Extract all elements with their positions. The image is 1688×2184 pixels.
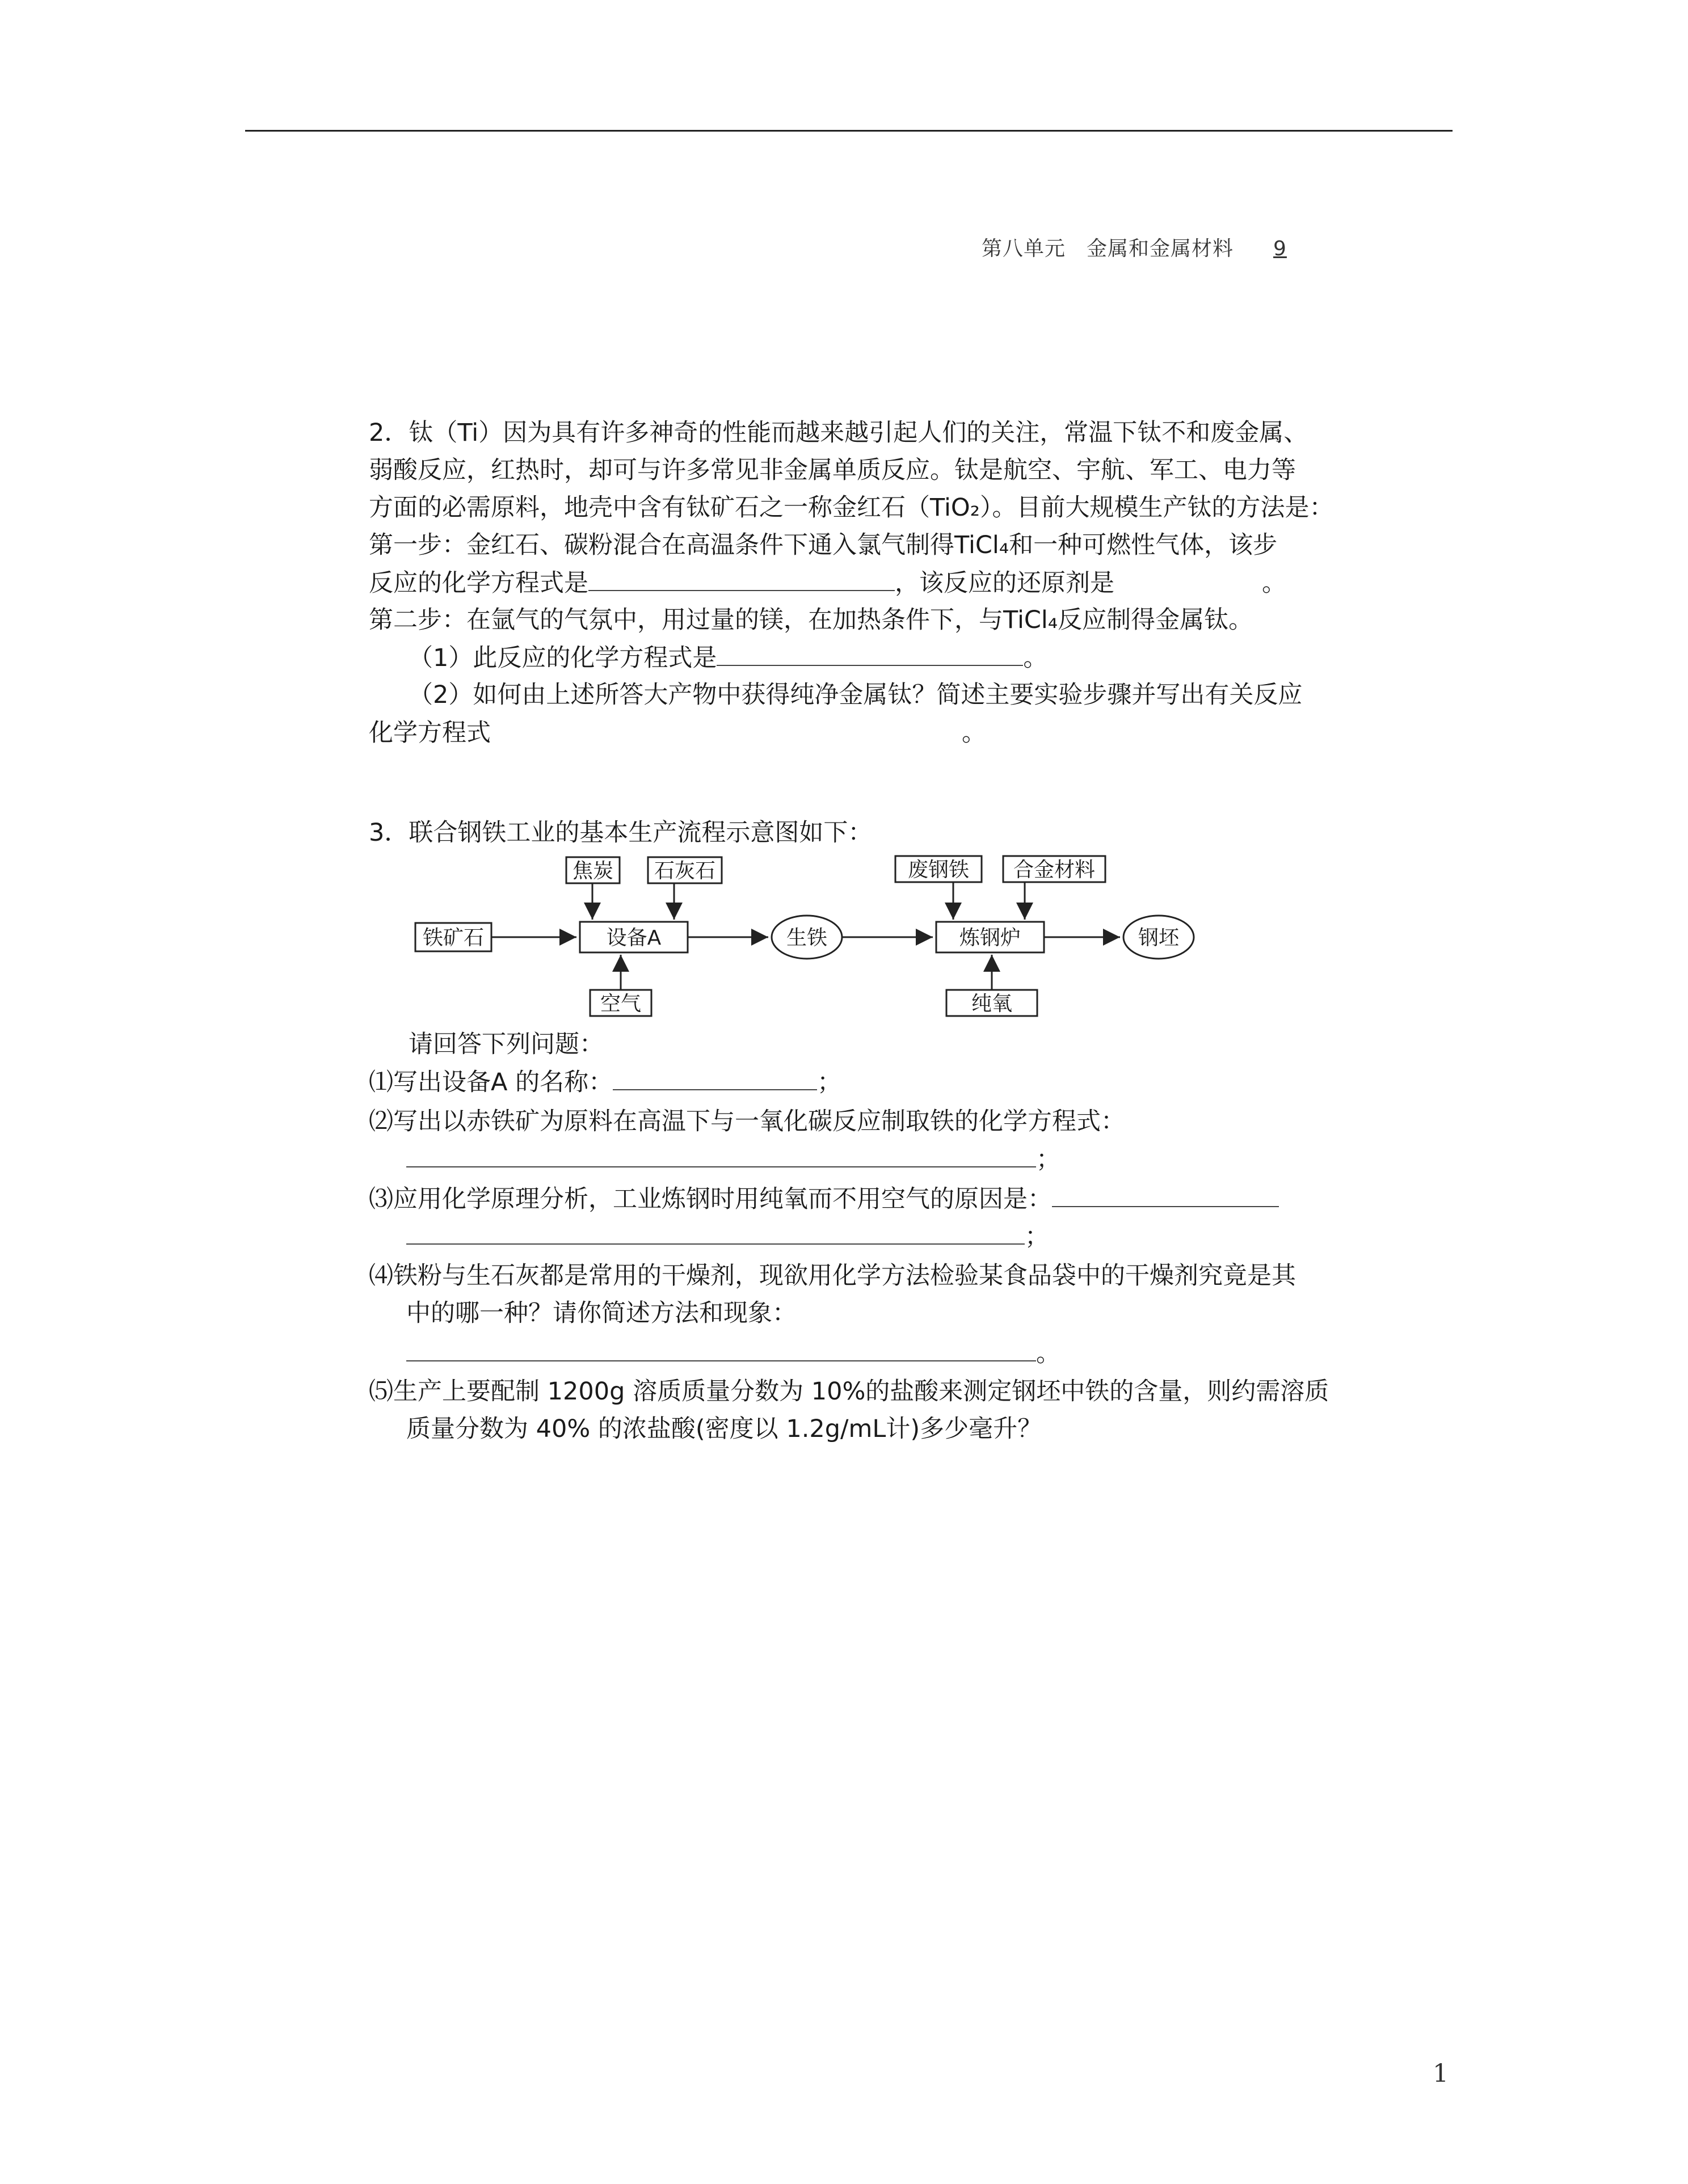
header-page-number: 9 — [1273, 237, 1287, 260]
label-furnace: 炼钢炉 — [959, 926, 1021, 950]
q3-s4-end: 。 — [1036, 1339, 1060, 1368]
top-rule — [245, 130, 1453, 132]
q3-s3-answer — [369, 1217, 1049, 1255]
q2-reducer-prompt: ，该反应的还原剂是 — [895, 569, 1114, 597]
q2-line-1: 2．钛（Ti）因为具有许多神奇的性能而越来越引起人们的关注，常温下钛不和废金属、 — [369, 419, 1308, 447]
label-device-a: 设备A — [606, 926, 662, 950]
q3-s2-answer — [369, 1140, 1060, 1178]
running-header — [982, 233, 1287, 262]
q3-s1 — [369, 1063, 841, 1101]
q2-line-5 — [369, 564, 1286, 602]
q2-line-6: 第二步：在氩气的气氛中，用过量的镁，在加热条件下，与TiCl₄反应制得金属钛。 — [369, 606, 1253, 634]
label-scrap-steel: 废钢铁 — [907, 858, 970, 882]
label-iron-ore: 铁矿石 — [422, 926, 485, 950]
q3-s3-blank-a[interactable] — [1052, 1180, 1279, 1207]
q3-s3-end: ； — [1025, 1222, 1049, 1251]
label-pig-iron: 生铁 — [786, 926, 828, 950]
q3-s3-prompt: ⑶应用化学原理分析，工业炼钢时用纯氧而不用空气的原因是： — [369, 1185, 1052, 1213]
q3-s2-blank[interactable] — [406, 1140, 1036, 1167]
unit-title: 第八单元 金属和金属材料 — [982, 237, 1234, 260]
label-oxygen: 纯氧 — [971, 992, 1013, 1015]
q3-ask: 请回答下列问题： — [409, 1030, 604, 1059]
label-air: 空气 — [600, 992, 642, 1015]
q3-s1-blank[interactable] — [613, 1063, 817, 1090]
label-limestone: 石灰石 — [654, 859, 716, 883]
q2-sub2-end: 。 — [962, 719, 986, 747]
label-coke: 焦炭 — [572, 859, 614, 883]
q2-line-2: 弱酸反应，红热时，却可与许多常见非金属单质反应。钛是航空、宇航、军工、电力等 — [369, 456, 1296, 484]
q2-sub1-blank[interactable] — [717, 639, 1023, 666]
q3-intro: 3．联合钢铁工业的基本生产流程示意图如下： — [369, 819, 873, 847]
q2-equation-blank[interactable] — [588, 564, 895, 591]
steel-production-flowchart — [409, 854, 1214, 1018]
q3-s3-blank-b[interactable] — [406, 1217, 1025, 1245]
q2-sub1-end: 。 — [1023, 644, 1048, 672]
q2-sub2-blank[interactable] — [491, 714, 962, 741]
q2-sub1 — [369, 639, 1047, 677]
q2-equation-prompt: 反应的化学方程式是 — [369, 569, 588, 597]
q2-sub2: （2）如何由上述所答大产物中获得纯净金属钛？简述主要实验步骤并写出有关反应 — [409, 681, 1303, 709]
q3-s4-line2: 中的哪一种？请你简述方法和现象： — [406, 1299, 797, 1327]
q3-s2-end: ； — [1036, 1145, 1060, 1174]
q3-s3 — [369, 1180, 1279, 1218]
q3-s1-prompt: ⑴写出设备A 的名称： — [369, 1068, 613, 1097]
label-alloy: 合金材料 — [1013, 858, 1096, 882]
q3-s2: ⑵写出以赤铁矿为原料在高温下与一氧化碳反应制取铁的化学方程式： — [369, 1107, 1125, 1136]
q3-s1-end: ； — [817, 1068, 842, 1097]
q3-s4-answer — [369, 1334, 1060, 1372]
q3-s4-blank[interactable] — [406, 1334, 1036, 1361]
q2-sub2-prompt: 化学方程式 — [369, 719, 491, 747]
q3-s5-line1: ⑸生产上要配制 1200g 溶质质量分数为 10%的盐酸来测定钢坯中铁的含量，则约需溶质 — [369, 1377, 1329, 1406]
q2-sub1-prompt: （1）此反应的化学方程式是 — [409, 644, 717, 672]
label-billet: 钢坯 — [1138, 926, 1180, 950]
q2-line-4: 第一步：金红石、碳粉混合在高温条件下通入氯气制得TiCl₄和一种可燃性气体，该步 — [369, 531, 1278, 559]
q2-line5-end: 。 — [1262, 569, 1286, 597]
q2-line-3: 方面的必需原料，地壳中含有钛矿石之一称金红石（TiO₂）。目前大规模生产钛的方法是： — [369, 494, 1334, 522]
q2-line-9 — [369, 714, 986, 752]
q3-s5-line2: 质量分数为 40% 的浓盐酸(密度以 1.2g/mL计)多少毫升？ — [406, 1415, 1042, 1443]
q2-reducer-blank[interactable] — [1114, 564, 1262, 591]
page-number: 1 — [1433, 2059, 1449, 2088]
q3-s4-line1: ⑷铁粉与生石灰都是常用的干燥剂，现欲用化学方法检验某食品袋中的干燥剂究竟是其 — [369, 1262, 1296, 1290]
